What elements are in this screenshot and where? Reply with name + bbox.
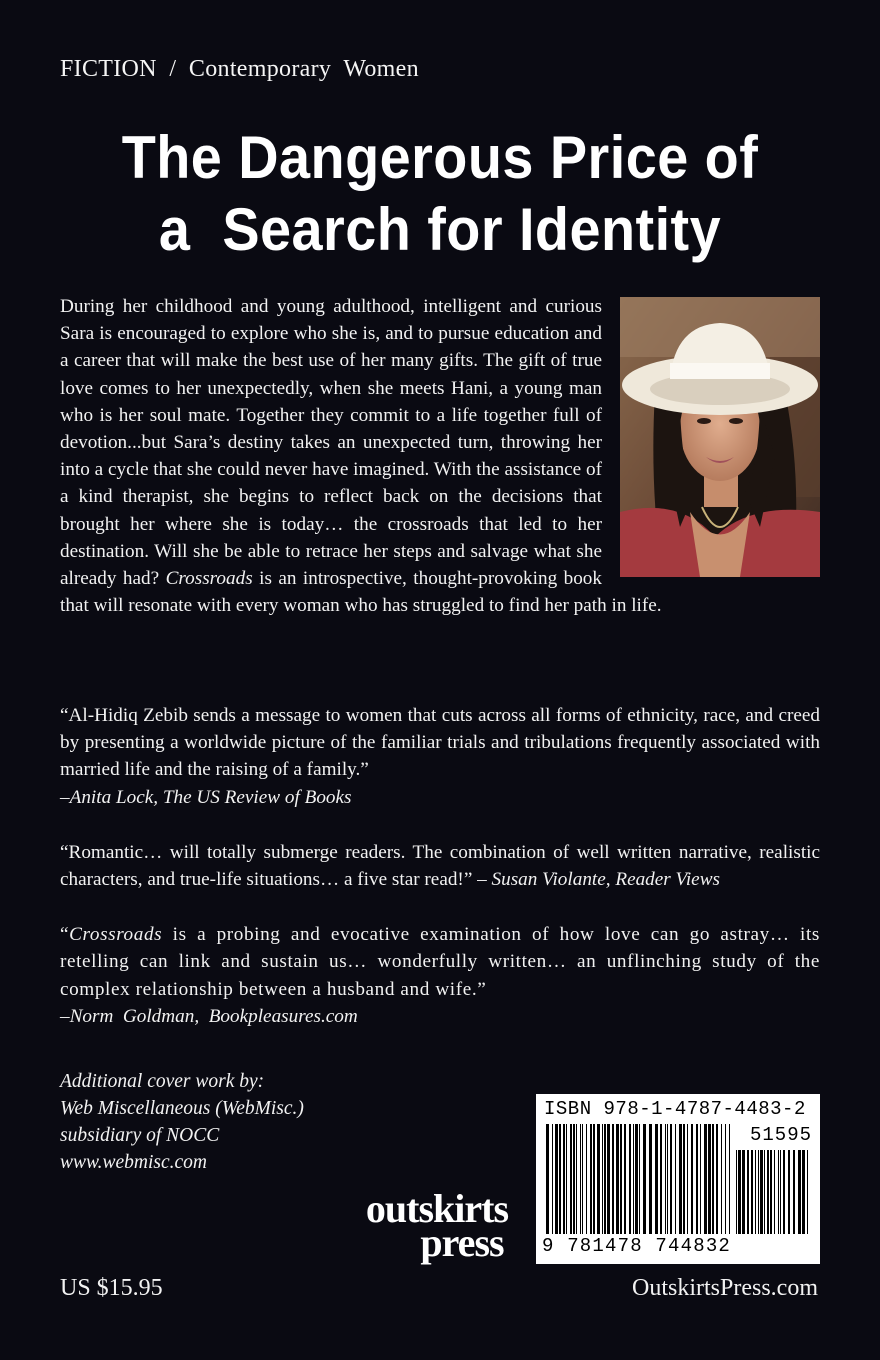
barcode-bar	[802, 1150, 805, 1234]
barcode-bar	[742, 1150, 745, 1234]
barcode-bar	[633, 1124, 634, 1234]
barcode-bar	[670, 1124, 672, 1234]
blurb-text: During her childhood and young adulthood, intelligent and curious Sara is encouraged to explore who she is, and to pursue education and a career that will make the best use of her many gifts. The gift of true love comes to her unexpectedly, when she meets Hani, a young man who is her soul mate. Together they commit to a life together full of devotion...but Sara’s destiny takes an unexpected turn, throwing her into a cycle that she could never have imagined. With the assistance of a kind therapist, she begins to reflect back on the decisions that brought her where she is today… the crossroads that led to her destination. Will she be able to retrace her steps and salvage what she already had?	[60, 296, 602, 590]
addon-barcode	[736, 1150, 810, 1234]
blurb-book-title: Crossroads	[165, 568, 253, 590]
publisher-logo-line-1: outskirts	[365, 1186, 509, 1231]
barcode-bar	[624, 1124, 626, 1234]
book-title	[31, 122, 849, 266]
publisher-website: OutskirtsPress.com	[632, 1275, 818, 1301]
credit-line-1: Additional cover work by:	[60, 1071, 265, 1092]
credit-line-4: www.webmisc.com	[60, 1152, 207, 1173]
review-3-attribution: –Norm Goldman, Bookpleasures.com	[60, 1005, 358, 1027]
barcode-bar	[696, 1124, 698, 1234]
barcode-bar	[770, 1150, 772, 1234]
barcode-bar	[679, 1124, 682, 1234]
barcode-bar	[660, 1124, 662, 1234]
barcode-bar	[764, 1150, 765, 1234]
barcode-bar	[573, 1124, 575, 1234]
barcode-bar	[687, 1124, 688, 1234]
barcode-bar	[580, 1124, 581, 1234]
barcode-bar	[783, 1150, 785, 1234]
review-2	[60, 839, 820, 893]
credit-line-3: subsidiary of NOCC	[60, 1125, 220, 1146]
review-1-attribution: –Anita Lock, The US Review of Books	[60, 786, 352, 808]
barcode-bar	[798, 1150, 801, 1234]
barcode-box	[536, 1094, 820, 1264]
barcode-bar	[566, 1124, 567, 1234]
barcode-bar	[751, 1150, 753, 1234]
barcode-bar	[793, 1150, 795, 1234]
barcode-bar	[620, 1124, 622, 1234]
title-line-1: The Dangerous Price of	[121, 124, 759, 191]
barcode-bar	[767, 1150, 769, 1234]
barcode-bar	[593, 1124, 595, 1234]
review-3	[60, 921, 820, 1030]
blurb-closing: is an introspective, thought-provoking book that will resonate with every woman who has struggled to find her path in life.	[60, 568, 662, 617]
barcode-bar	[712, 1124, 714, 1234]
price-code: 51595	[749, 1124, 812, 1146]
barcode-bar	[729, 1124, 730, 1234]
barcode-bar	[788, 1150, 790, 1234]
review-1	[60, 702, 820, 811]
review-1-quote: “Al-Hidiq Zebib sends a message to women that cuts across all forms of ethnicity, race, and creed by presenting a worldwide picture of the familiar trials and tribulations frequently associated with married life and the raising of a family.”	[60, 705, 820, 781]
barcode-bar	[555, 1124, 558, 1234]
barcode-bar	[546, 1124, 549, 1234]
barcode-bar	[807, 1150, 808, 1234]
barcode-bar	[758, 1150, 759, 1234]
author-photo	[620, 297, 820, 577]
barcode-bar	[700, 1124, 701, 1234]
credit-line-2: Web Miscellaneous (WebMisc.)	[60, 1098, 304, 1119]
barcode-bar	[667, 1124, 668, 1234]
barcode-bar	[597, 1124, 600, 1234]
review-3-quote-open: “	[60, 924, 70, 946]
barcode-bar	[629, 1124, 631, 1234]
barcode-bar	[563, 1124, 565, 1234]
barcode-bar	[721, 1124, 722, 1234]
reviews	[60, 702, 820, 1058]
barcode-bar	[665, 1124, 666, 1234]
title-line-2: a Search for Identity	[158, 196, 722, 263]
barcode-bar	[639, 1124, 640, 1234]
barcode-bar	[607, 1124, 610, 1234]
barcode-bar	[704, 1124, 707, 1234]
barcode-bar	[559, 1124, 561, 1234]
barcode-bar	[590, 1124, 592, 1234]
review-3-book-title: Crossroads	[69, 924, 163, 946]
barcode-bar	[708, 1124, 711, 1234]
barcode-bar	[649, 1124, 652, 1234]
barcode-bar	[635, 1124, 638, 1234]
barcode-bar	[755, 1150, 756, 1234]
barcode-bar	[691, 1124, 693, 1234]
barcode-bar	[655, 1124, 658, 1234]
barcode-bar	[675, 1124, 676, 1234]
barcode-bar	[612, 1124, 614, 1234]
ean-digits: 9 781478 744832	[542, 1235, 732, 1257]
barcode-bar	[616, 1124, 619, 1234]
category-line: FICTION / Contemporary Women	[60, 56, 419, 82]
barcode-bar	[604, 1124, 606, 1234]
blurb	[60, 293, 820, 619]
isbn-label: ISBN 978-1-4787-4483-2	[544, 1098, 806, 1120]
barcode-bar	[570, 1124, 572, 1234]
barcode-bar	[760, 1150, 763, 1234]
barcode-bar	[602, 1124, 603, 1234]
additional-credits	[60, 1068, 304, 1176]
barcode-bar	[774, 1150, 775, 1234]
publisher-logo-line-2: press	[420, 1220, 504, 1265]
review-2-attribution: Susan Violante, Reader Views	[491, 869, 720, 891]
barcode-bar	[643, 1124, 646, 1234]
barcode-bar	[747, 1150, 749, 1234]
barcode-bar	[582, 1124, 583, 1234]
publisher-logo	[352, 1186, 522, 1265]
price: US $15.95	[60, 1275, 163, 1301]
barcode-bar	[552, 1124, 553, 1234]
barcode-bar	[778, 1150, 779, 1234]
barcode-bar	[725, 1124, 726, 1234]
barcode-bar	[586, 1124, 587, 1234]
barcode-bar	[738, 1150, 741, 1234]
review-2-quote: “Romantic… will totally submerge readers. The combination of well written narrative, realistic characters, and true-life situations… a five star read!” –	[60, 841, 820, 891]
ean-barcode	[546, 1124, 732, 1234]
barcode-bar	[683, 1124, 685, 1234]
review-3-quote: is a probing and evocative examination of how love can go astray… its retelling can link and sustain us… wonderfully written… an unflinching study of the complex relationship between a husband and wife.”	[60, 924, 820, 1000]
barcode-bar	[780, 1150, 781, 1234]
barcode-bar	[576, 1124, 577, 1234]
barcode-bar	[716, 1124, 718, 1234]
barcode-bar	[736, 1150, 737, 1234]
